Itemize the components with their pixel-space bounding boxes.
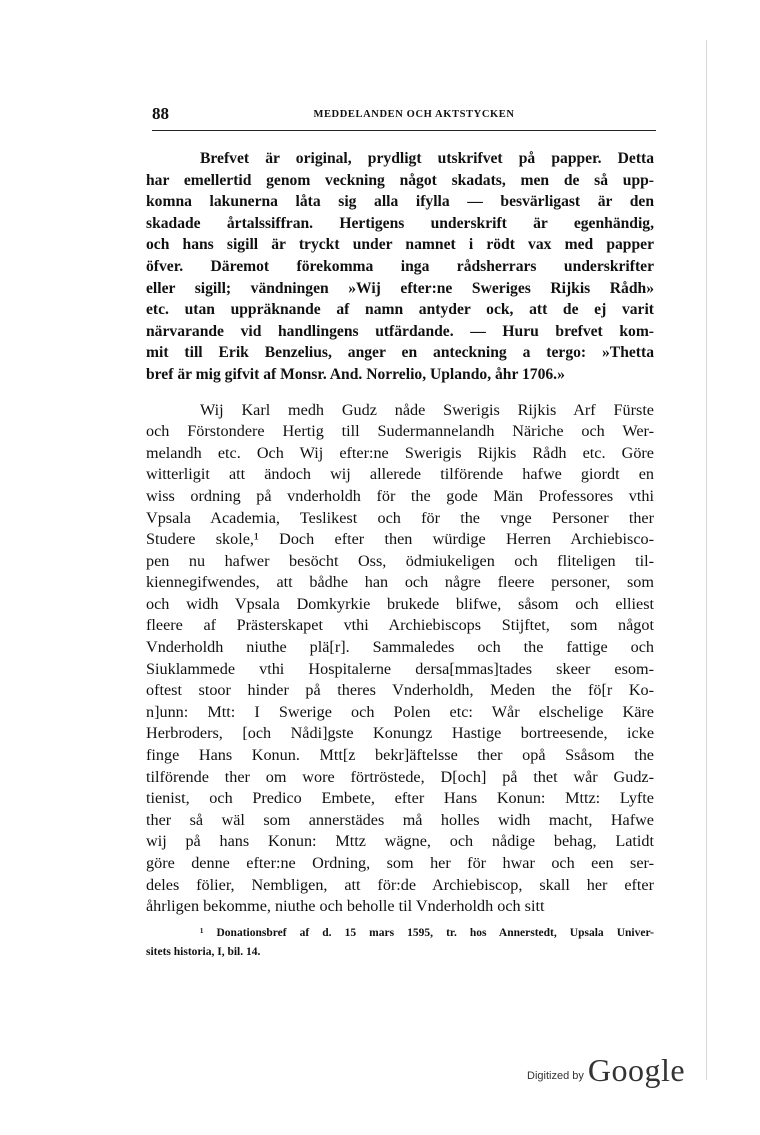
text-line: deles fölier, Nembligen, att för:de Archiebiscop, skall her efter	[146, 875, 654, 894]
text-line: wij på hans Konun: Mttz wägne, och nådige behag, Latidt	[146, 832, 654, 851]
text-line: Herbroders, [och Nådi]gste Konungz Hastige bortreesende, icke	[146, 724, 654, 743]
text-line: Vnderholdh niuthe plä[r]. Sammaledes och the fattige och	[146, 638, 654, 657]
text-line: tienist, och Predico Embete, efter Hans Konun: Mttz: Lyfte	[146, 789, 654, 808]
text-line: kiennegifwendes, att bådhe han och någre fleere personer, som	[146, 573, 654, 592]
footnote	[146, 924, 654, 962]
text-line: ther så wäl som annerstädes må holles widh macht, Hafwe	[146, 810, 654, 829]
paragraph-document-transcript	[146, 400, 654, 918]
text-line: oftest stoor hinder på theres Vnderholdh, Meden the fö[r Ko-	[146, 681, 654, 700]
text-line: wiss ordning på vnderholdh för the gode Män Professores vthi	[146, 486, 654, 505]
footnote-line: sitets historia, I, bil. 14.	[146, 946, 261, 958]
text-line: Studere skole,¹ Doch efter then würdige Herren Archiebisco-	[146, 530, 654, 549]
text-line: närvarande vid handlingens utfärdande. — Huru brefvet kom-	[146, 322, 654, 340]
text-line: finge Hans Konun. Mtt[z bekr]äftelsse ther opå Ssåsom the	[146, 746, 654, 765]
watermark-google-logo: Google	[587, 1052, 686, 1088]
text-line: melandh etc. Och Wij efter:ne Swerigis Rijkis Rådh etc. Göre	[146, 443, 654, 462]
running-head: MEDDELANDEN OCH AKTSTYCKEN	[313, 109, 515, 120]
text-line: har emellertid genom veckning något skadats, men de så upp-	[146, 171, 654, 189]
text-line: etc. utan uppräknande af namn antyder ock, att de ej varit	[146, 301, 654, 319]
text-line: bref är mig gifvit af Monsr. And. Norrelio, Uplando, åhr 1706.»	[146, 365, 565, 383]
page-edge	[706, 40, 707, 1080]
text-line: och widh Vpsala Domkyrkie brukede blifwe, såsom och elliest	[146, 594, 654, 613]
text-line: n]unn: Mtt: I Swerige och Polen etc: Wår elschelige Käre	[146, 702, 654, 721]
page-header	[152, 104, 656, 131]
text-line: göre denne efter:ne Ordning, som her för hwar och een ser-	[146, 854, 654, 872]
footnote-line: ¹ Donationsbref af d. 15 mars 1595, tr. hos Annerstedt, Upsala Univer-	[200, 927, 654, 939]
text-line: eller sigill; vändningen »Wij efter:ne Sweriges Rijkis Rådh»	[146, 279, 654, 297]
text-line: Brefvet är original, prydligt utskrifvet på papper. Detta	[200, 150, 654, 167]
text-line: tilförende ther om wore förtröstede, D[och] på thet wår Gudz-	[146, 767, 654, 786]
text-line: pen nu hafwer besöcht Oss, ödmiukeligen och fliteligen til-	[146, 551, 654, 570]
watermark-small-text: Digitized by	[527, 1070, 584, 1082]
text-line: fleere af Prästerskapet vthi Archiebiscops Stijftet, som något	[146, 616, 654, 635]
page-body	[146, 148, 654, 918]
digitized-by-google-watermark	[527, 1052, 685, 1088]
text-line: Wij Karl medh Gudz nåde Swerigis Rijkis Arf Fürste	[200, 400, 654, 419]
text-line: komna lakunerna låta sig alla ifylla — besvärligast är den	[146, 193, 654, 211]
paragraph-commentary	[146, 148, 654, 386]
text-line: och Förstondere Hertig till Sudermannelandh Näriche och Wer-	[146, 422, 654, 441]
text-line: åhrligen bekomme, niuthe och beholle til Vnderholdh och sitt	[146, 897, 545, 916]
text-line: witterligit att ändoch wij allerede tilförende hafwe giordt en	[146, 465, 654, 484]
text-line: mit till Erik Benzelius, anger en anteckning a tergo: »Thetta	[146, 344, 654, 362]
text-line: skadade årtalssiffran. Hertigens underskrift är egenhändig,	[146, 214, 654, 232]
text-line: öfver. Däremot förekomma inga rådsherrars underskrifter	[146, 257, 654, 275]
text-line: Siuklammede vthi Hospitalerne dersa[mmas]tades skeer esom-	[146, 659, 654, 678]
page-number: 88	[152, 104, 169, 123]
text-line: och hans sigill är tryckt under namnet i rödt vax med papper	[146, 236, 654, 254]
text-line: Vpsala Academia, Teslikest och för the vnge Personer ther	[146, 508, 654, 527]
